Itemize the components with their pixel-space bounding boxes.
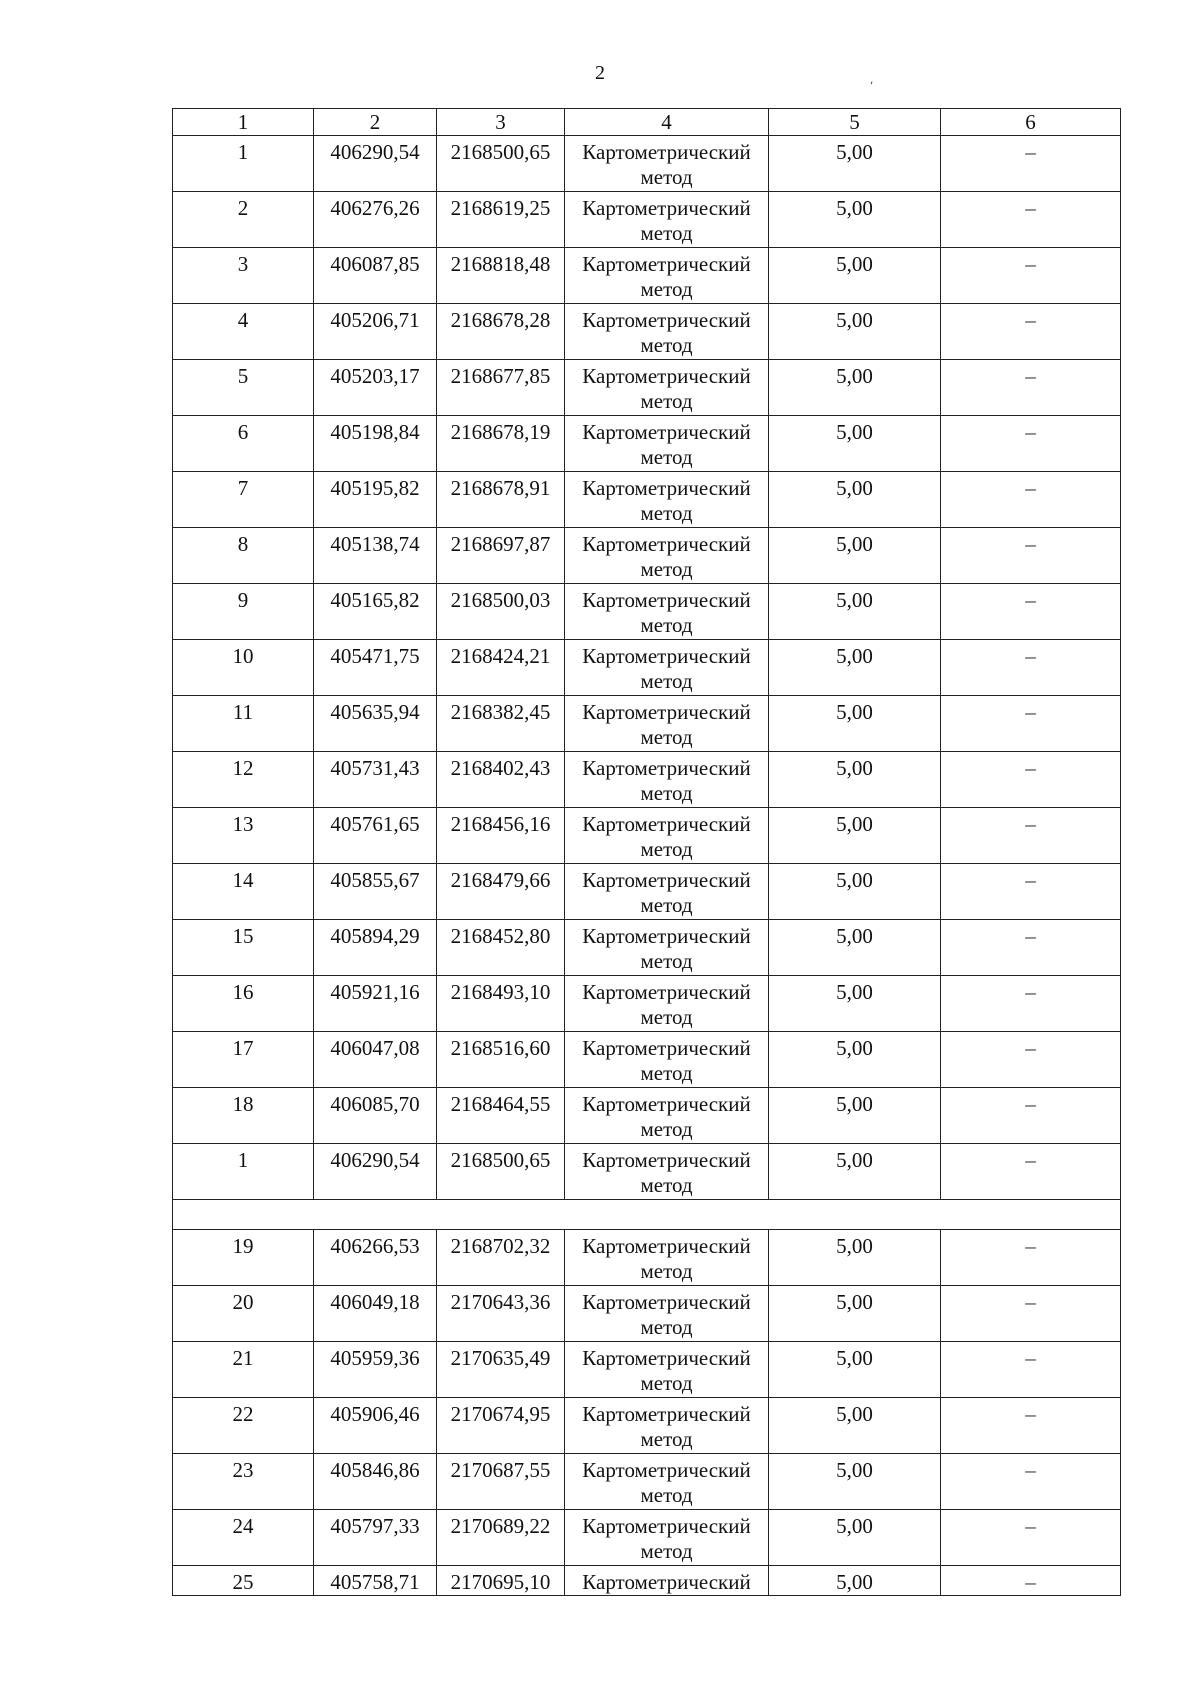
table-row <box>173 192 1121 248</box>
accuracy-cell: 5,00 <box>769 1342 941 1398</box>
x-coordinate-cell: 405846,86 <box>314 1454 437 1510</box>
point-number-cell: 3 <box>173 248 314 304</box>
table-row <box>173 696 1121 752</box>
column-header: 5 <box>769 109 941 136</box>
accuracy-cell: 5,00 <box>769 864 941 920</box>
table-row <box>173 1088 1121 1144</box>
table-row <box>173 1230 1121 1286</box>
x-coordinate-cell: 406049,18 <box>314 1286 437 1342</box>
table-row <box>173 304 1121 360</box>
note-cell: – <box>941 1144 1121 1200</box>
x-coordinate-cell: 405471,75 <box>314 640 437 696</box>
y-coordinate-cell: 2170643,36 <box>437 1286 565 1342</box>
y-coordinate-cell: 2168424,21 <box>437 640 565 696</box>
x-coordinate-cell: 405165,82 <box>314 584 437 640</box>
method-cell: Картометрический метод <box>565 584 769 640</box>
y-coordinate-cell: 2168382,45 <box>437 696 565 752</box>
accuracy-cell: 5,00 <box>769 1144 941 1200</box>
accuracy-cell: 5,00 <box>769 808 941 864</box>
table-row <box>173 976 1121 1032</box>
y-coordinate-cell: 2168493,10 <box>437 976 565 1032</box>
note-cell: – <box>941 920 1121 976</box>
method-cell: Картометрический метод <box>565 864 769 920</box>
y-coordinate-cell: 2170689,22 <box>437 1510 565 1566</box>
x-coordinate-cell: 406290,54 <box>314 1144 437 1200</box>
point-number-cell: 13 <box>173 808 314 864</box>
point-number-cell: 25 <box>173 1566 314 1596</box>
accuracy-cell: 5,00 <box>769 1230 941 1286</box>
note-cell: – <box>941 696 1121 752</box>
note-cell: – <box>941 640 1121 696</box>
y-coordinate-cell: 2168516,60 <box>437 1032 565 1088</box>
table-row <box>173 920 1121 976</box>
point-number-cell: 1 <box>173 1144 314 1200</box>
method-cell: Картометрический метод <box>565 304 769 360</box>
y-coordinate-cell: 2168500,03 <box>437 584 565 640</box>
x-coordinate-cell: 405138,74 <box>314 528 437 584</box>
table-row <box>173 360 1121 416</box>
method-cell: Картометрический метод <box>565 640 769 696</box>
accuracy-cell: 5,00 <box>769 1286 941 1342</box>
header-row <box>173 109 1121 136</box>
method-cell: Картометрический метод <box>565 360 769 416</box>
note-cell: – <box>941 416 1121 472</box>
note-cell: – <box>941 304 1121 360</box>
point-number-cell: 15 <box>173 920 314 976</box>
method-cell: Картометрический метод <box>565 808 769 864</box>
table-row <box>173 136 1121 192</box>
point-number-cell: 2 <box>173 192 314 248</box>
y-coordinate-cell: 2168464,55 <box>437 1088 565 1144</box>
y-coordinate-cell: 2168452,80 <box>437 920 565 976</box>
point-number-cell: 14 <box>173 864 314 920</box>
accuracy-cell: 5,00 <box>769 752 941 808</box>
x-coordinate-cell: 405195,82 <box>314 472 437 528</box>
accuracy-cell: 5,00 <box>769 1510 941 1566</box>
accuracy-cell: 5,00 <box>769 1454 941 1510</box>
method-cell: Картометрический метод <box>565 920 769 976</box>
table-row <box>173 1032 1121 1088</box>
accuracy-cell: 5,00 <box>769 192 941 248</box>
x-coordinate-cell: 405894,29 <box>314 920 437 976</box>
y-coordinate-cell: 2168619,25 <box>437 192 565 248</box>
accuracy-cell: 5,00 <box>769 1032 941 1088</box>
y-coordinate-cell: 2168479,66 <box>437 864 565 920</box>
section-separator-row <box>173 1200 1121 1230</box>
note-cell: – <box>941 1454 1121 1510</box>
table-row <box>173 1286 1121 1342</box>
y-coordinate-cell: 2168677,85 <box>437 360 565 416</box>
column-header: 1 <box>173 109 314 136</box>
x-coordinate-cell: 405797,33 <box>314 1510 437 1566</box>
method-cell: Картометрический метод <box>565 1398 769 1454</box>
point-number-cell: 17 <box>173 1032 314 1088</box>
note-cell: – <box>941 1566 1121 1596</box>
accuracy-cell: 5,00 <box>769 1088 941 1144</box>
accuracy-cell: 5,00 <box>769 1398 941 1454</box>
x-coordinate-cell: 405855,67 <box>314 864 437 920</box>
y-coordinate-cell: 2168500,65 <box>437 1144 565 1200</box>
note-cell: – <box>941 248 1121 304</box>
note-cell: – <box>941 808 1121 864</box>
point-number-cell: 10 <box>173 640 314 696</box>
note-cell: – <box>941 136 1121 192</box>
method-cell: Картометрический метод <box>565 1342 769 1398</box>
y-coordinate-cell: 2168678,28 <box>437 304 565 360</box>
point-number-cell: 9 <box>173 584 314 640</box>
x-coordinate-cell: 406290,54 <box>314 136 437 192</box>
page-number: 2 <box>595 62 605 84</box>
note-cell: – <box>941 584 1121 640</box>
method-cell: Картометрический метод <box>565 1144 769 1200</box>
column-header: 6 <box>941 109 1121 136</box>
method-cell: Картометрический метод <box>565 1510 769 1566</box>
coordinates-table <box>172 108 1121 1596</box>
table-row <box>173 864 1121 920</box>
table-row <box>173 584 1121 640</box>
table-row <box>173 1510 1121 1566</box>
table-row <box>173 1454 1121 1510</box>
x-coordinate-cell: 405731,43 <box>314 752 437 808</box>
table-row <box>173 416 1121 472</box>
column-header: 4 <box>565 109 769 136</box>
note-cell: – <box>941 472 1121 528</box>
x-coordinate-cell: 405635,94 <box>314 696 437 752</box>
x-coordinate-cell: 405198,84 <box>314 416 437 472</box>
method-cell: Картометрический метод <box>565 1032 769 1088</box>
table-row <box>173 752 1121 808</box>
point-number-cell: 23 <box>173 1454 314 1510</box>
accuracy-cell: 5,00 <box>769 584 941 640</box>
y-coordinate-cell: 2168456,16 <box>437 808 565 864</box>
point-number-cell: 24 <box>173 1510 314 1566</box>
point-number-cell: 18 <box>173 1088 314 1144</box>
point-number-cell: 12 <box>173 752 314 808</box>
point-number-cell: 4 <box>173 304 314 360</box>
accuracy-cell: 5,00 <box>769 360 941 416</box>
column-header: 3 <box>437 109 565 136</box>
table-row <box>173 1398 1121 1454</box>
point-number-cell: 6 <box>173 416 314 472</box>
note-cell: – <box>941 1398 1121 1454</box>
table-row <box>173 248 1121 304</box>
accuracy-cell: 5,00 <box>769 304 941 360</box>
method-cell: Картометрический метод <box>565 696 769 752</box>
method-cell: Картометрический метод <box>565 1230 769 1286</box>
note-cell: – <box>941 976 1121 1032</box>
scan-mark: ´ <box>868 79 880 96</box>
accuracy-cell: 5,00 <box>769 248 941 304</box>
table-row <box>173 640 1121 696</box>
table-row <box>173 472 1121 528</box>
x-coordinate-cell: 406085,70 <box>314 1088 437 1144</box>
x-coordinate-cell: 405761,65 <box>314 808 437 864</box>
x-coordinate-cell: 406047,08 <box>314 1032 437 1088</box>
method-cell: Картометрический <box>565 1566 769 1596</box>
method-cell: Картометрический метод <box>565 1088 769 1144</box>
table-row <box>173 1342 1121 1398</box>
method-cell: Картометрический метод <box>565 248 769 304</box>
method-cell: Картометрический метод <box>565 472 769 528</box>
x-coordinate-cell: 406266,53 <box>314 1230 437 1286</box>
y-coordinate-cell: 2168402,43 <box>437 752 565 808</box>
accuracy-cell: 5,00 <box>769 472 941 528</box>
point-number-cell: 5 <box>173 360 314 416</box>
note-cell: – <box>941 1032 1121 1088</box>
note-cell: – <box>941 1088 1121 1144</box>
point-number-cell: 21 <box>173 1342 314 1398</box>
table-row <box>173 528 1121 584</box>
method-cell: Картометрический метод <box>565 1454 769 1510</box>
table-row <box>173 808 1121 864</box>
x-coordinate-cell: 405959,36 <box>314 1342 437 1398</box>
x-coordinate-cell: 405758,71 <box>314 1566 437 1596</box>
accuracy-cell: 5,00 <box>769 416 941 472</box>
note-cell: – <box>941 528 1121 584</box>
accuracy-cell: 5,00 <box>769 920 941 976</box>
y-coordinate-cell: 2168818,48 <box>437 248 565 304</box>
x-coordinate-cell: 405203,17 <box>314 360 437 416</box>
method-cell: Картометрический метод <box>565 192 769 248</box>
y-coordinate-cell: 2168697,87 <box>437 528 565 584</box>
method-cell: Картометрический метод <box>565 976 769 1032</box>
note-cell: – <box>941 192 1121 248</box>
note-cell: – <box>941 1510 1121 1566</box>
note-cell: – <box>941 1286 1121 1342</box>
x-coordinate-cell: 405906,46 <box>314 1398 437 1454</box>
table-row <box>173 1144 1121 1200</box>
x-coordinate-cell: 406276,26 <box>314 192 437 248</box>
method-cell: Картометрический метод <box>565 528 769 584</box>
x-coordinate-cell: 405921,16 <box>314 976 437 1032</box>
accuracy-cell: 5,00 <box>769 1566 941 1596</box>
accuracy-cell: 5,00 <box>769 696 941 752</box>
point-number-cell: 7 <box>173 472 314 528</box>
method-cell: Картометрический метод <box>565 136 769 192</box>
y-coordinate-cell: 2168678,19 <box>437 416 565 472</box>
accuracy-cell: 5,00 <box>769 136 941 192</box>
y-coordinate-cell: 2170635,49 <box>437 1342 565 1398</box>
y-coordinate-cell: 2170674,95 <box>437 1398 565 1454</box>
point-number-cell: 8 <box>173 528 314 584</box>
point-number-cell: 22 <box>173 1398 314 1454</box>
x-coordinate-cell: 406087,85 <box>314 248 437 304</box>
note-cell: – <box>941 360 1121 416</box>
method-cell: Картометрический метод <box>565 752 769 808</box>
x-coordinate-cell: 405206,71 <box>314 304 437 360</box>
method-cell: Картометрический метод <box>565 416 769 472</box>
y-coordinate-cell: 2168702,32 <box>437 1230 565 1286</box>
note-cell: – <box>941 1230 1121 1286</box>
note-cell: – <box>941 864 1121 920</box>
note-cell: – <box>941 752 1121 808</box>
point-number-cell: 11 <box>173 696 314 752</box>
accuracy-cell: 5,00 <box>769 640 941 696</box>
point-number-cell: 16 <box>173 976 314 1032</box>
y-coordinate-cell: 2170695,10 <box>437 1566 565 1596</box>
column-header: 2 <box>314 109 437 136</box>
accuracy-cell: 5,00 <box>769 528 941 584</box>
table-row <box>173 1566 1121 1596</box>
y-coordinate-cell: 2168678,91 <box>437 472 565 528</box>
accuracy-cell: 5,00 <box>769 976 941 1032</box>
method-cell: Картометрический метод <box>565 1286 769 1342</box>
y-coordinate-cell: 2170687,55 <box>437 1454 565 1510</box>
note-cell: – <box>941 1342 1121 1398</box>
point-number-cell: 1 <box>173 136 314 192</box>
point-number-cell: 20 <box>173 1286 314 1342</box>
point-number-cell: 19 <box>173 1230 314 1286</box>
y-coordinate-cell: 2168500,65 <box>437 136 565 192</box>
